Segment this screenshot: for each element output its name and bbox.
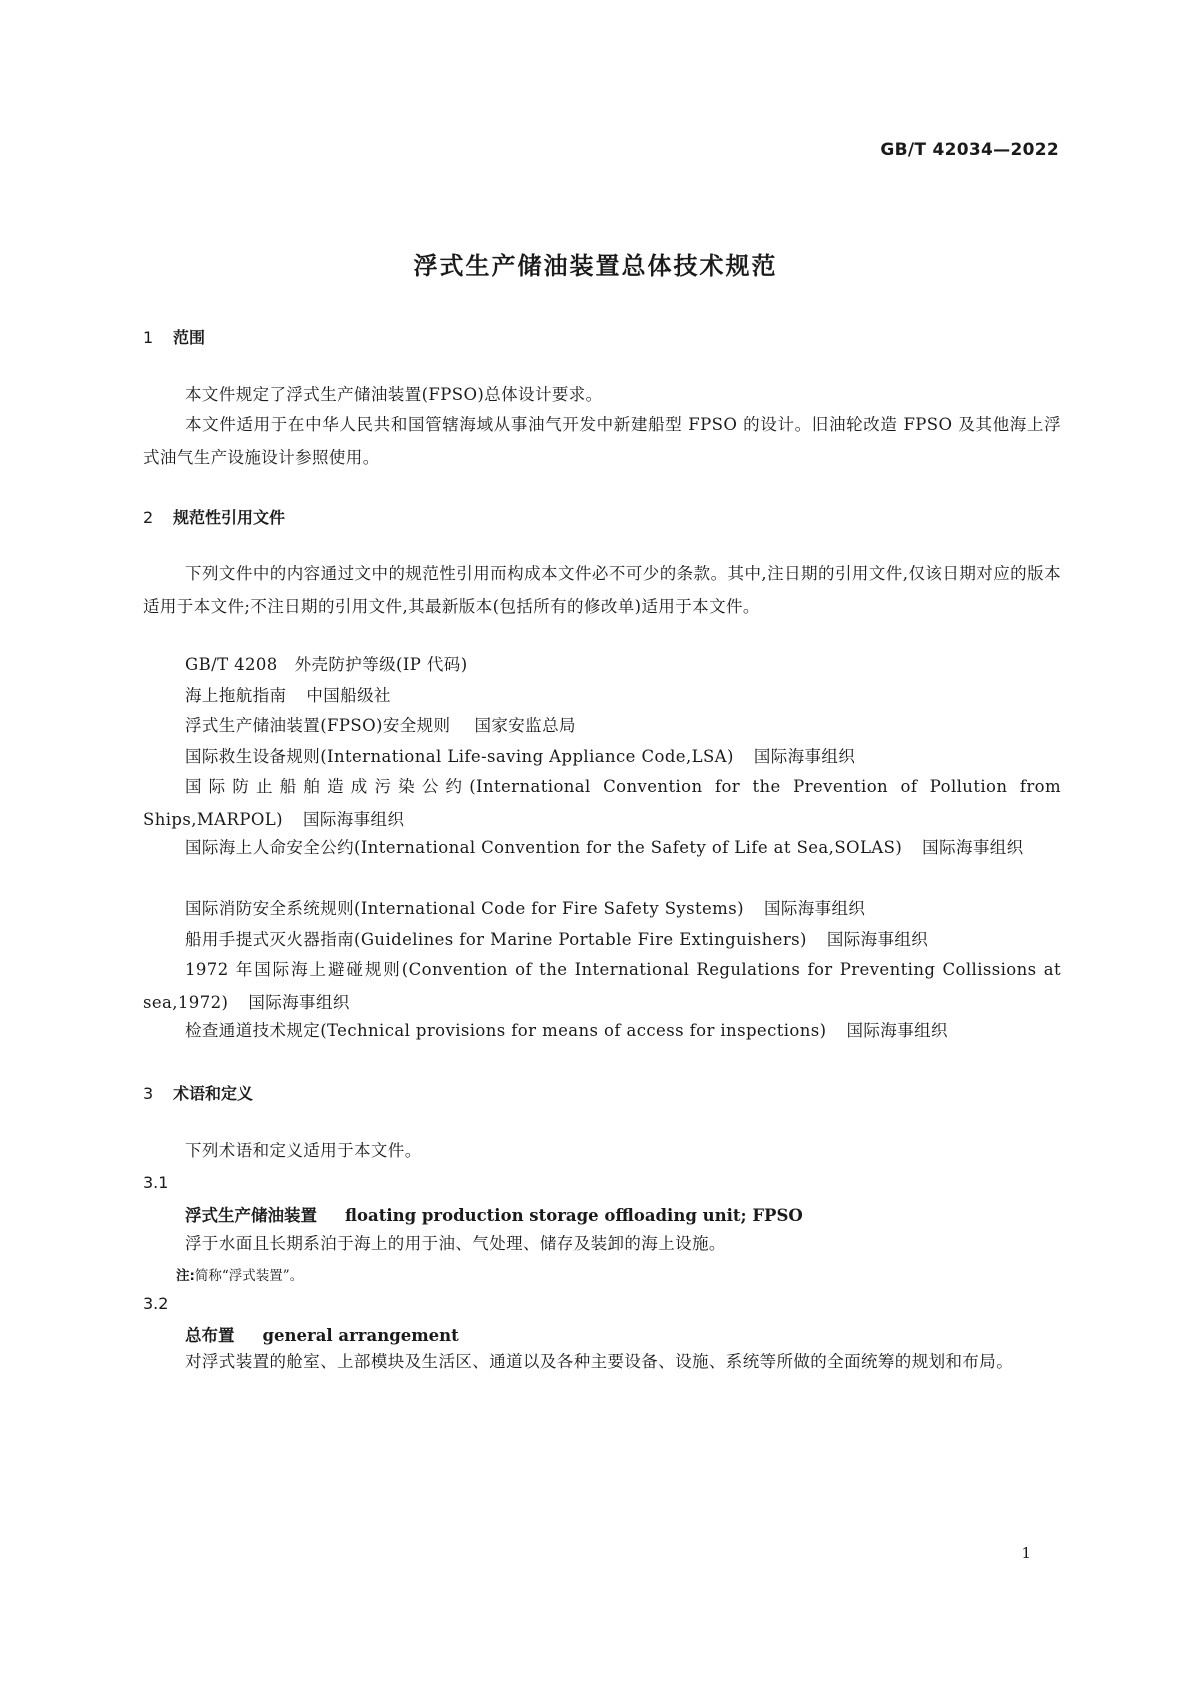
term-english: floating production storage offloading unit; FPSO	[345, 1206, 803, 1225]
section-1-heading	[143, 325, 205, 348]
section-title: 范围	[173, 328, 206, 347]
section-title: 规范性引用文件	[173, 508, 286, 527]
reference-title: 检查通道技术规定(Technical provisions for means of access for inspections)	[185, 1021, 827, 1040]
note-text: 简称“浮式装置”。	[194, 1268, 304, 1284]
term-chinese: 总布置	[185, 1326, 235, 1345]
reference-title: 浮式生产储油装置(FPSO)安全规则	[185, 716, 451, 735]
reference-issuer: 中国船级社	[306, 686, 391, 705]
reference-item	[185, 1015, 948, 1048]
reference-title: 国际救生设备规则(International Life-saving Appliance Code,LSA)	[185, 747, 734, 766]
term-definition: 浮于水面且长期系泊于海上的用于油、气处理、储存及装卸的海上设施。	[185, 1234, 726, 1253]
reference-issuer: 国际海事组织	[846, 1021, 948, 1040]
term-chinese: 浮式生产储油装置	[185, 1206, 317, 1225]
section-number: 3	[143, 1084, 154, 1103]
reference-title: 1972 年国际海上避碰规则(Convention of the International Regulations for Preventing Collissions at sea,1972)	[143, 960, 1061, 1012]
standard-number: GB/T 42034—2022	[880, 140, 1059, 160]
reference-issuer: 国际海事组织	[753, 747, 856, 766]
reference-item	[185, 649, 468, 682]
paragraph: 下列术语和定义适用于本文件。	[185, 1141, 422, 1160]
reference-title: GB/T 4208 外壳防护等级(IP 代码)	[185, 655, 468, 674]
reference-item	[143, 771, 1061, 836]
reference-title: 国际防止船舶造成污染公约(International Convention for the Prevention of Pollution from Ships,MARPOL)	[143, 777, 1061, 829]
reference-item	[185, 893, 865, 926]
reference-title: 国际消防安全系统规则(International Code for Fire Safety Systems)	[185, 899, 744, 918]
reference-item	[185, 680, 391, 713]
term-number: 3.2	[143, 1294, 169, 1313]
page-number: 1	[1021, 1544, 1031, 1562]
section-number: 2	[143, 508, 154, 527]
reference-title: 国际海上人命安全公约(International Convention for the Safety of Life at Sea,SOLAS)	[185, 838, 903, 857]
term-entry	[185, 1202, 803, 1226]
term-definition: 对浮式装置的舱室、上部模块及生活区、通道以及各种主要设备、设施、系统等所做的全面统筹的规划和布局。	[185, 1352, 1014, 1371]
paragraph: 本文件适用于在中华人民共和国管辖海域从事油气开发中新建船型 FPSO 的设计。旧油轮改造 FPSO 及其他海上浮式油气生产设施设计参照使用。	[143, 415, 1061, 467]
term-note	[176, 1264, 303, 1284]
reference-issuer: 国际海事组织	[763, 899, 866, 918]
note-label: 注:	[176, 1268, 195, 1284]
reference-item	[185, 741, 855, 774]
reference-issuer: 国际海事组织	[922, 838, 1024, 857]
reference-item	[143, 832, 1061, 865]
reference-item	[185, 710, 576, 743]
paragraph: 下列文件中的内容通过文中的规范性引用而构成本文件必不可少的条款。其中,注日期的引用文件,仅该日期对应的版本适用于本文件;不注日期的引用文件,其最新版本(包括所有的修改单)适用于本文件。	[143, 564, 1061, 616]
reference-issuer: 国家安监总局	[474, 716, 576, 735]
term-english: general arrangement	[262, 1326, 459, 1345]
reference-title: 船用手提式灭火器指南(Guidelines for Marine Portable Fire Extinguishers)	[185, 930, 807, 949]
reference-item	[143, 954, 1061, 1019]
reference-issuer: 国际海事组织	[302, 809, 405, 829]
section-2-heading	[143, 505, 285, 528]
term-entry	[185, 1322, 459, 1346]
paragraph: 本文件规定了浮式生产储油装置(FPSO)总体设计要求。	[185, 385, 603, 404]
section-3-heading	[143, 1081, 253, 1104]
section-number: 1	[143, 328, 154, 347]
reference-issuer: 国际海事组织	[826, 930, 929, 949]
section-title: 术语和定义	[173, 1084, 254, 1103]
term-number: 3.1	[143, 1173, 169, 1192]
document-title: 浮式生产储油装置总体技术规范	[413, 252, 778, 280]
reference-title: 海上拖航指南	[185, 686, 287, 705]
reference-item	[185, 924, 928, 957]
reference-issuer: 国际海事组织	[248, 992, 350, 1012]
